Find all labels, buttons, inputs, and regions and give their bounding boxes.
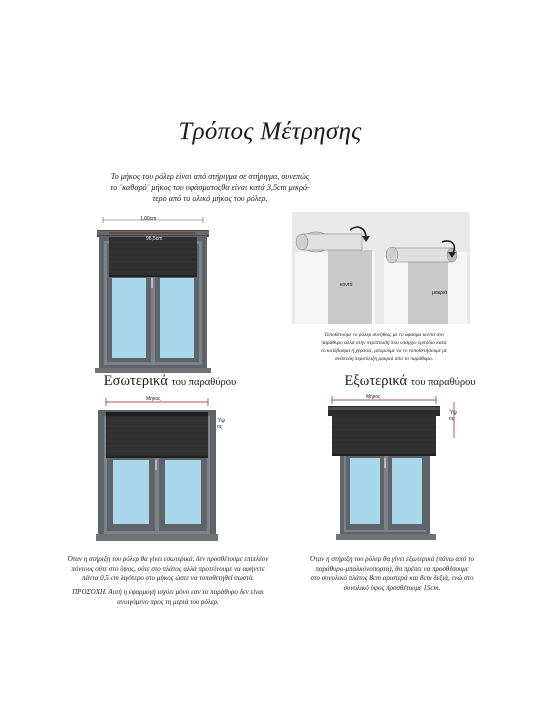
intro-line: το ¨καθαρό¨ μήκος του υφάσματοςθα είναι κατά 3,5cm μικρό-	[110, 183, 310, 192]
exterior-height-label: Ύψος	[449, 410, 457, 422]
wrap-note	[295, 331, 473, 363]
short-wrap-label: κοντά	[340, 282, 353, 288]
page-title: Τρόπος Μέτρησης	[178, 118, 362, 145]
interior-heading-main: Εσωτερικά	[103, 373, 168, 389]
exterior-heading-sub: του παραθύρου	[410, 377, 476, 388]
intro-line: Το μήκος του ρόλερ είναι από στήριγμα σε στήριγμα, συνεπώς	[110, 172, 310, 181]
interior-window-illustration	[96, 394, 226, 544]
exterior-window-illustration	[328, 392, 468, 542]
exterior-text-line: στο συνολικό πλάτος 8cm αριστερά και 8cm δεξιά, ενώ στο	[310, 574, 474, 582]
wrap-note-line: το κατέβασμα ή χερούλι, μπορούμε να το τοποθετήσουμε με	[320, 348, 448, 354]
exterior-heading	[300, 373, 520, 390]
outer-width-label: 1,00cm	[140, 216, 157, 222]
interior-width-label: Μήκος	[146, 396, 161, 402]
wrap-note-line: παράθυρο αλλά στην περίπτωση που υπάρχει εμπόδιο κατά	[321, 340, 447, 346]
interior-warning-line: ανοιγόμενο προς τη μεριά του ρόλερ.	[117, 597, 219, 606]
wrap-note-line: ανάποδη περιτύλιξη μακριά από το παράθυρο.	[334, 356, 434, 362]
exterior-width-label: Μήκος	[366, 394, 381, 400]
interior-text-line: Όταν η στήριξη του ρόλερ θα γίνει εσωτερικά, δεν προσθέτουμε επιπλέον	[67, 555, 269, 563]
intro-caption	[100, 171, 320, 204]
interior-text-line: πάντα 0,5 cm λιγότερο στο μήκος ώστε να τοποθετηθεί σωστά.	[81, 574, 255, 582]
inner-width-label: 96,5cm	[146, 236, 163, 242]
interior-heading	[60, 373, 280, 390]
exterior-text-line: Όταν η στήριξη του ρόλερ θα γίνει εξωτερικά (πάνω από το	[310, 555, 474, 563]
interior-height-label: Ύψος	[217, 418, 225, 430]
interior-heading-sub: του παραθύρου	[171, 377, 237, 388]
long-wrap-label: μακριά	[432, 290, 448, 296]
interior-text	[52, 555, 284, 584]
interior-warning-line: ΠΡΟΣΟΧΗ. Αυτή η εφαρμογή ισχύει μόνο εαν το παράθυρο δεν είναι	[72, 588, 264, 596]
interior-text-line: πόντους ούτε στο ύψος, ούτε στο πλάτος αλλά προτείνουμε να αφήνετε	[71, 564, 265, 573]
wrap-note-line: Τοποθετούμε το ρόλερ συνήθως με το ύφασμα κοντά στο	[324, 332, 444, 338]
exterior-text-line: συνολικό ύψος προσθέτουμε 15cm.	[343, 583, 441, 592]
exterior-text	[292, 555, 492, 593]
exterior-heading-main: Εξωτερικά	[344, 373, 408, 389]
interior-warning	[52, 588, 284, 607]
wrap-illustration	[292, 212, 470, 324]
intro-line: τερο από το ολικό μήκος του ρόλερ.	[152, 194, 268, 203]
exterior-text-line: παράθυρο-μπαλκόνοπορτα), θα πρέπει να προσθέσουμε	[315, 564, 469, 573]
